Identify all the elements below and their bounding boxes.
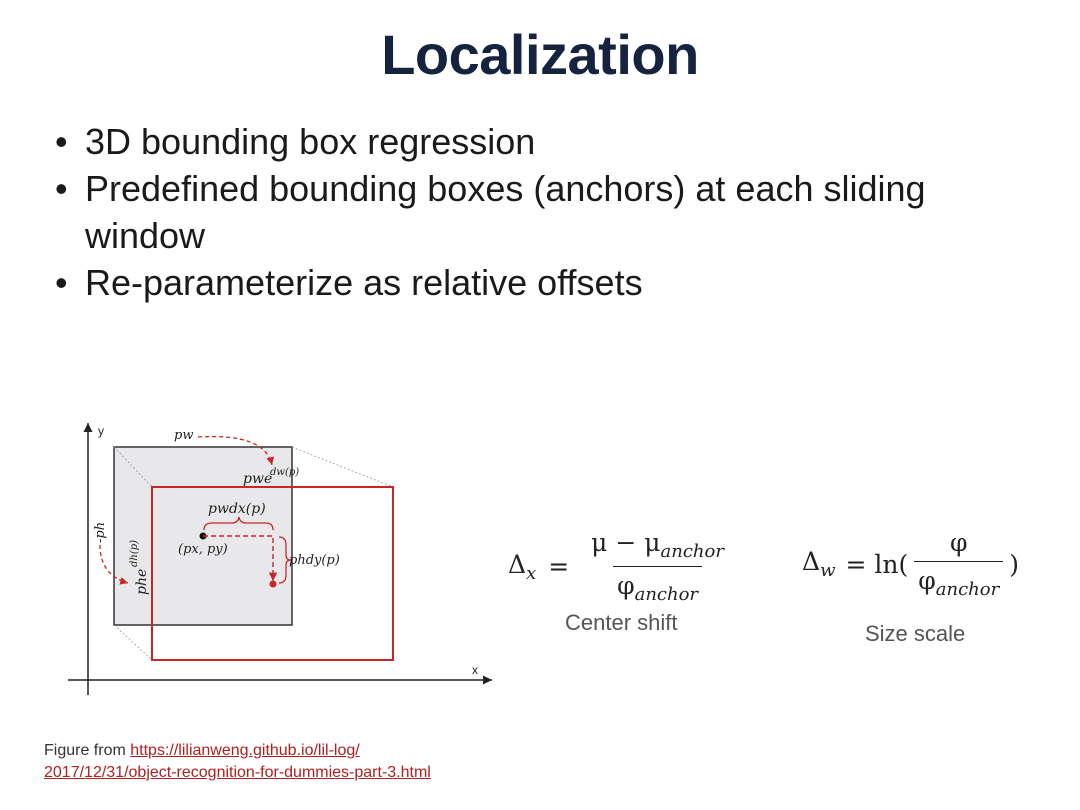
center-label: (px, py): [178, 542, 228, 557]
slide-title: Localization: [381, 23, 699, 86]
bullet-dot: •: [55, 168, 68, 209]
ph-exp-sup: dh(p): [129, 539, 140, 567]
formula-denominator: $\varphi_{anchor}$: [613, 566, 702, 605]
bullet-dot: •: [55, 262, 68, 303]
bullet-list: [55, 118, 1045, 306]
formula-lhs: $\Delta_w$: [802, 547, 836, 581]
formula-denominator: $\varphi_{anchor}$: [914, 561, 1003, 600]
projection-line: [114, 625, 152, 660]
formula-numerator: $\mu - \mu_{anchor}$: [591, 528, 724, 562]
pw-exp-sup: dw(p): [270, 467, 300, 478]
formula-close-paren: ): [1009, 549, 1019, 579]
dx-label: pwdx(p): [208, 501, 266, 517]
formula-lhs: $\Delta_x$: [508, 549, 537, 584]
center-shift-formula: [508, 528, 734, 605]
predicted-center-point: [270, 581, 277, 588]
formula-fraction: [587, 528, 728, 605]
source-link[interactable]: https://lilianweng.github.io/lil-log/: [130, 742, 360, 759]
size-scale-formula: [802, 528, 1019, 600]
bullet-text: 3D bounding box regression: [85, 121, 536, 162]
bullet-item: [55, 259, 1045, 306]
y-axis-label: y: [98, 424, 104, 438]
bbox-regression-diagram: [60, 415, 500, 700]
bullet-item: [55, 118, 1045, 165]
x-axis-label: x: [472, 663, 478, 677]
size-scale-caption: Size scale: [865, 621, 966, 646]
dy-label: phdy(p): [289, 553, 340, 568]
formula-equals: =: [548, 552, 570, 581]
formula-equals: = ln(: [845, 549, 909, 579]
bullet-text: Predefined bounding boxes (anchors) at each sliding window: [85, 168, 926, 256]
bullet-dot: •: [55, 121, 68, 162]
pw-label: pw: [174, 428, 194, 443]
bullet-item: [55, 165, 1045, 259]
formula-numerator: φ: [949, 528, 968, 557]
projection-line: [292, 447, 393, 487]
ph-exp-label: phe: [134, 568, 150, 595]
bullet-text: Re-parameterize as relative offsets: [85, 262, 643, 303]
source-link[interactable]: 2017/12/31/object-recognition-for-dummies-part-3.html: [44, 764, 431, 781]
pw-exp-label: pwe: [243, 471, 273, 487]
source-prefix: Figure from: [44, 742, 131, 759]
figure-source: [44, 740, 431, 784]
center-shift-caption: Center shift: [565, 610, 678, 635]
formula-fraction: [914, 528, 1003, 600]
ph-neg-label: -ph: [93, 521, 108, 543]
